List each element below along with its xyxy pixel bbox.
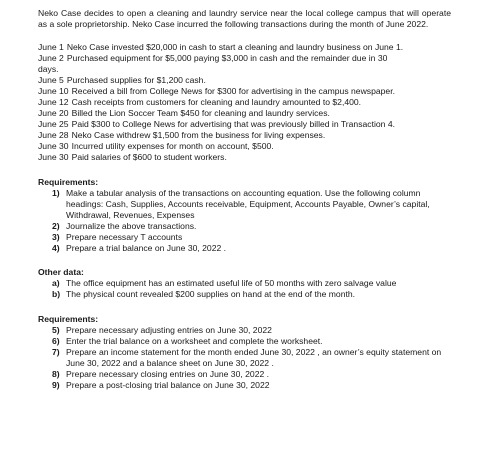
requirement-text: Prepare an income statement for the month ended June 30, 2022 , an owner’s equity statement on June 30, 2022 and a balance sheet on June 30, 2022 . xyxy=(66,347,442,368)
transaction-text: Received a bill from College News for $300 for advertising in the campus newspaper. xyxy=(71,86,395,96)
transaction-text: Purchased equipment for $5,000 paying $3,000 in cash and the remainder due in 30 xyxy=(66,53,388,63)
transaction-date: June 30 xyxy=(38,152,69,162)
requirements-section-2 xyxy=(38,314,451,391)
transaction-date: June 30 xyxy=(38,141,69,151)
other-data-text: The office equipment has an estimated useful life of 50 months with zero salvage value xyxy=(66,278,397,288)
transaction-text: Purchased supplies for $1,200 cash. xyxy=(66,75,206,85)
requirement-text: Prepare necessary T accounts xyxy=(66,232,183,242)
requirement-text: Prepare a post-closing trial balance on June 30, 2022 xyxy=(66,380,270,390)
transaction-date: June 20 xyxy=(38,108,69,118)
requirement-number: 4) xyxy=(52,243,60,253)
requirement-item xyxy=(52,369,451,380)
transaction-text: Incurred utility expenses for month on account, $500. xyxy=(71,141,274,151)
other-data-heading: Other data: xyxy=(38,267,84,277)
requirement-number: 2) xyxy=(52,221,60,231)
requirement-text: Prepare necessary adjusting entries on June 30, 2022 xyxy=(66,325,272,335)
requirements-section-1 xyxy=(38,177,451,254)
transaction-date: June 10 xyxy=(38,86,69,96)
transaction-item xyxy=(38,42,451,53)
transaction-text: Paid $300 to College News for advertising that was previously billed in Transaction 4. xyxy=(71,119,395,129)
requirement-number: 1) xyxy=(52,188,60,198)
transaction-continuation: days. xyxy=(38,64,59,74)
other-data-letter: b) xyxy=(52,289,61,299)
other-data-item xyxy=(52,278,451,289)
requirement-item xyxy=(52,347,451,369)
requirement-item xyxy=(52,325,451,336)
transaction-item xyxy=(38,108,451,119)
transaction-item xyxy=(38,152,451,163)
requirement-item xyxy=(52,221,451,232)
transaction-date: June 12 xyxy=(38,97,69,107)
requirement-item xyxy=(52,336,451,347)
requirement-item xyxy=(52,243,451,254)
other-data-letter: a) xyxy=(52,278,60,288)
requirement-number: 5) xyxy=(52,325,60,335)
requirements-heading: Requirements: xyxy=(38,177,99,187)
requirement-text: Make a tabular analysis of the transactions on accounting equation. Use the following column headings: Cash, Supplies, Accounts receivable, Equipment, Accounts Payable, Owner’s capital, Withdrawal, Revenues, Expenses xyxy=(66,188,430,220)
transaction-text: Paid salaries of $600 to student workers. xyxy=(71,152,227,162)
requirement-number: 8) xyxy=(52,369,60,379)
requirements-heading: Requirements: xyxy=(38,314,99,324)
transaction-item xyxy=(38,86,451,97)
requirement-number: 9) xyxy=(52,380,60,390)
transaction-item xyxy=(38,141,451,152)
requirement-item xyxy=(52,188,451,221)
transaction-text: Neko Case withdrew $1,500 from the business for living expenses. xyxy=(71,130,326,140)
transaction-date: June 28 xyxy=(38,130,69,140)
requirement-text: Journalize the above transactions. xyxy=(66,221,197,231)
transaction-date: June 1 xyxy=(38,42,64,52)
requirement-number: 7) xyxy=(52,347,60,357)
requirement-text: Prepare necessary closing entries on June 30, 2022 . xyxy=(66,369,270,379)
transaction-text: Billed the Lion Soccer Team $450 for cleaning and laundry services. xyxy=(71,108,330,118)
transaction-item xyxy=(38,130,451,141)
requirement-number: 6) xyxy=(52,336,60,346)
requirement-item xyxy=(52,380,451,391)
transaction-text: Neko Case invested $20,000 in cash to start a cleaning and laundry business on June 1. xyxy=(66,42,404,52)
other-data-text: The physical count revealed $200 supplies on hand at the end of the month. xyxy=(66,289,356,299)
transaction-date: June 25 xyxy=(38,119,69,129)
other-data-section xyxy=(38,267,451,300)
transaction-item xyxy=(38,119,451,130)
transaction-item xyxy=(38,97,451,108)
requirement-item xyxy=(52,232,451,243)
requirement-text: Enter the trial balance on a worksheet and complete the worksheet. xyxy=(66,336,323,346)
intro-paragraph: Neko Case decides to open a cleaning and laundry service near the local college campus that will operate as a sole proprietorship. Neko Case incurred the following transactions during the month of June 2022. xyxy=(38,8,451,29)
transaction-item xyxy=(38,53,451,64)
other-data-item xyxy=(52,289,451,300)
requirement-number: 3) xyxy=(52,232,60,242)
transaction-list xyxy=(38,42,451,163)
transaction-date: June 5 xyxy=(38,75,64,85)
transaction-text: Cash receipts from customers for cleaning and laundry amounted to $2,400. xyxy=(71,97,362,107)
transaction-item xyxy=(38,75,451,86)
requirement-text: Prepare a trial balance on June 30, 2022 . xyxy=(66,243,227,253)
transaction-date: June 2 xyxy=(38,53,64,63)
